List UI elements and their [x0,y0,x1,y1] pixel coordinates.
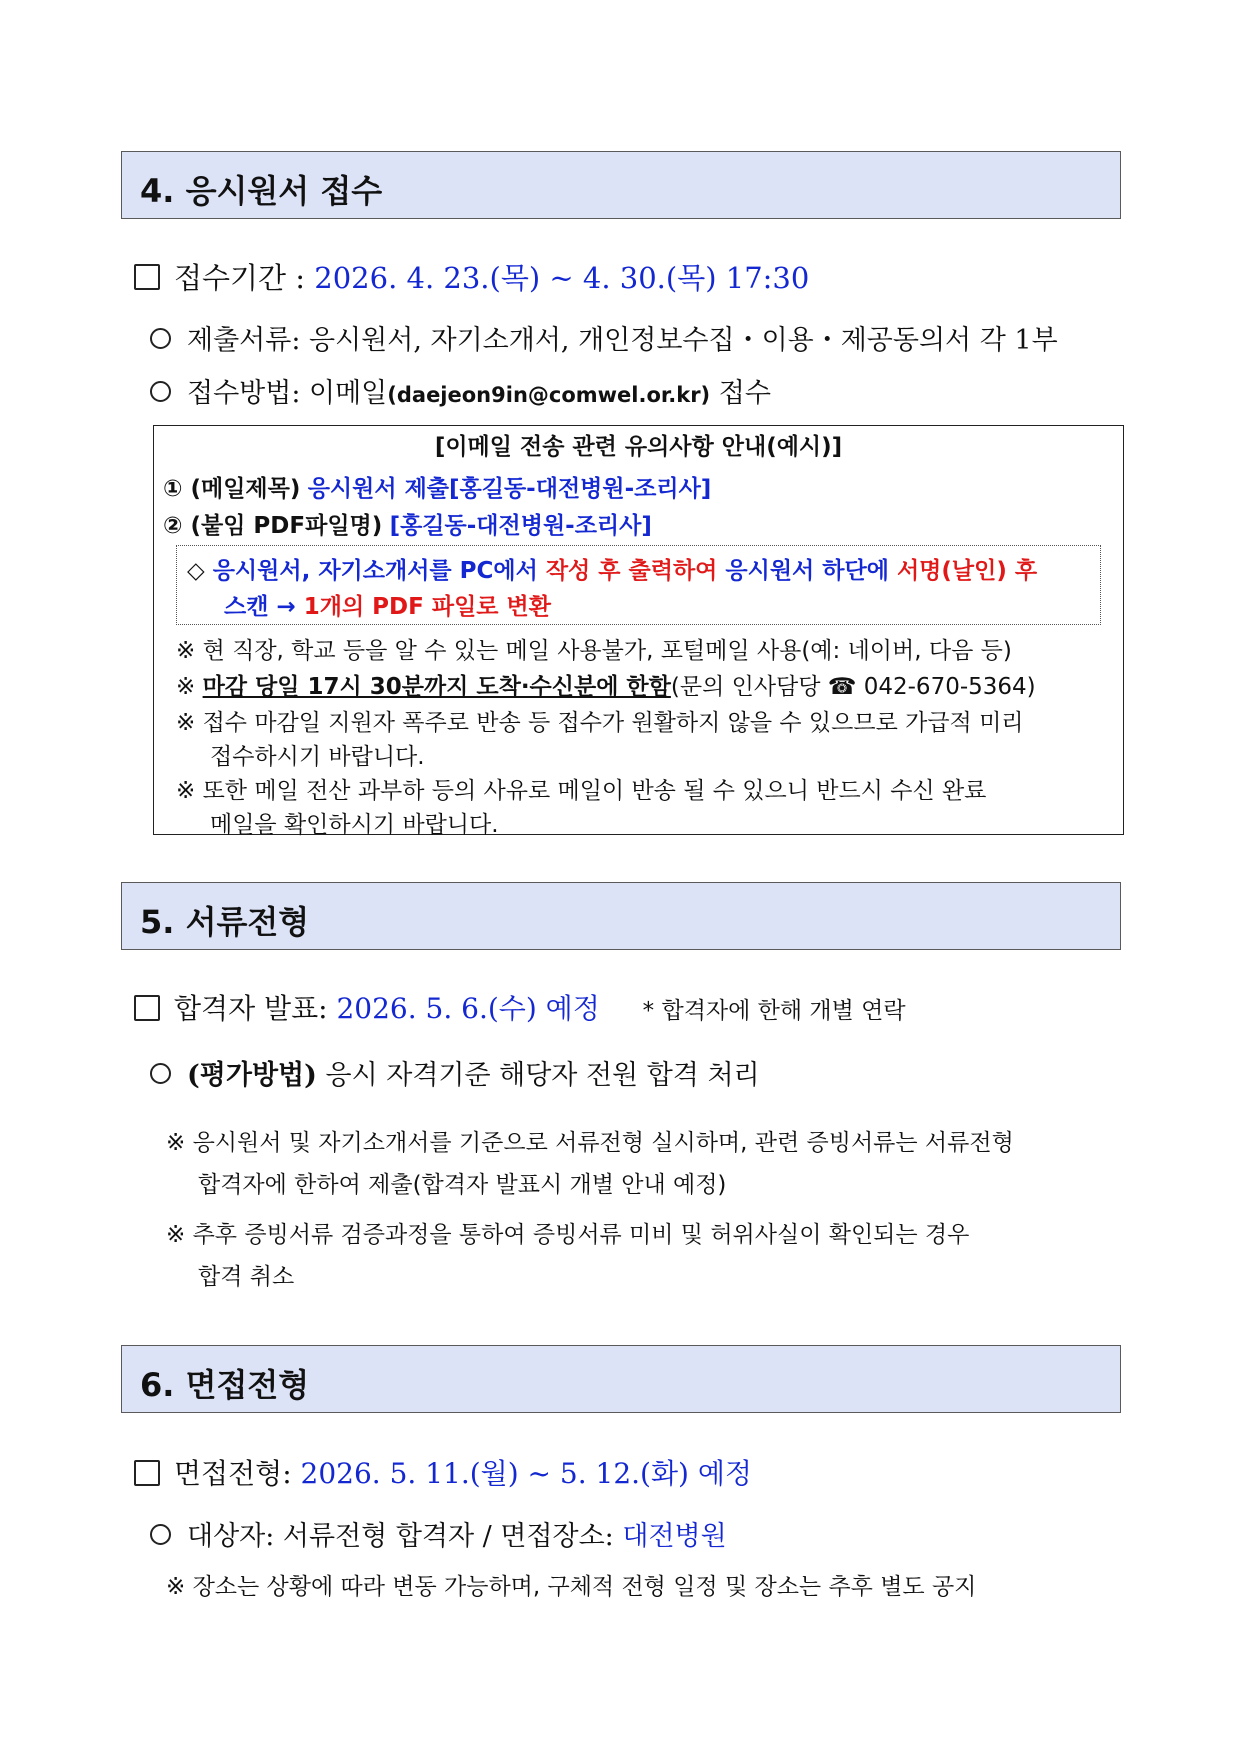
announce-label: 합격자 발표: [174,992,328,1025]
circle-bullet-icon [150,1063,171,1084]
interview-line [134,1452,752,1492]
sec6-note: ※ 장소는 상황에 따라 변동 가능하며, 구체적 전형 일정 및 장소는 추후 별도 공지 [166,1574,977,1600]
section-4-title: 4. 응시원서 접수 [140,172,383,210]
diamond-bullet-icon: ◇ [187,558,205,584]
inner-e: 스캔 → [224,594,296,620]
period-label: 접수기간 : [174,261,306,295]
section-4-header [121,151,1121,219]
inner-f: 1개의 PDF 파일로 변환 [303,594,551,620]
notice-note-2 [176,668,1036,701]
item2-value: [홍길동-대전병원-조리사] [389,513,652,539]
period-line [134,256,809,297]
inner-a: 응시원서, 자기소개서를 PC에서 [212,558,538,584]
interview-label: 면접전형: [174,1457,292,1490]
method-tail: 접수 [718,378,771,409]
sec5-note-1a: ※ 응시원서 및 자기소개서를 기준으로 서류전형 실시하며, 관련 증빙서류는 서류전형 [166,1130,1014,1156]
inner-d: 서명(날인) 후 [896,558,1038,584]
eval-label: (평가방법) [187,1060,317,1091]
circle-bullet-icon [150,328,171,349]
method-label: 접수방법: 이메일 [187,378,388,409]
inner-c: 응시원서 하단에 [725,558,889,584]
method-email: (daejeon9in@comwel.or.kr) [387,383,711,407]
notice-item-2 [163,507,652,540]
notice-note-4a: ※ 또한 메일 전산 과부하 등의 사유로 메일이 반송 될 수 있으니 반드시 수신 완료 [176,778,987,804]
eval-line [150,1053,760,1092]
target-label: 대상자: 서류전형 합격자 / 면접장소: [187,1521,614,1552]
eval-value: 응시 자격기준 해당자 전원 합격 처리 [325,1060,760,1091]
square-bullet-icon [134,264,160,290]
note2-tail: (문의 인사담당 ☎ 042-670-5364) [670,674,1036,700]
section-5-title: 5. 서류전형 [140,903,310,941]
method-line [150,371,771,410]
circle-bullet-icon [150,381,171,402]
notice-note-3a: ※ 접수 마감일 지원자 폭주로 반송 등 접수가 원활하지 않을 수 있으므로 가급적 미리 [176,710,1024,736]
announce-line [134,987,906,1027]
announce-value: 2026. 5. 6.(수) 예정 [336,992,600,1025]
sec5-note-1b: 합격자에 한하여 제출(합격자 발표시 개별 안내 예정) [198,1172,727,1198]
target-line [150,1514,727,1553]
item1-value: 응시원서 제출[홍길동-대전병원-조리사] [307,476,712,502]
inner-line-1 [187,552,1037,585]
section-6-header [121,1345,1121,1413]
docs-line [150,318,1058,357]
inner-line-2 [224,588,551,621]
item1-prefix: ① (메일제목) [163,476,301,502]
notice-item-1 [163,470,711,503]
note2-prefix: ※ [176,674,196,700]
square-bullet-icon [134,995,160,1021]
target-value: 대전병원 [622,1521,727,1552]
notice-note-4b: 메일을 확인하시기 바랍니다. [210,812,499,838]
circle-bullet-icon [150,1524,171,1545]
announce-note: * 합격자에 한해 개별 연락 [642,998,906,1024]
item2-prefix: ② (붙임 PDF파일명) [163,513,383,539]
sec5-note-2b: 합격 취소 [198,1264,295,1290]
interview-value: 2026. 5. 11.(월) ~ 5. 12.(화) 예정 [300,1457,752,1490]
notice-note-1: ※ 현 직장, 학교 등을 알 수 있는 메일 사용불가, 포털메일 사용(예: 네이버, 다음 등) [176,638,1012,664]
period-value: 2026. 4. 23.(목) ~ 4. 30.(목) 17:30 [314,261,810,295]
section-6-title: 6. 면접전형 [140,1366,310,1404]
square-bullet-icon [134,1460,160,1486]
note2-bold: 마감 당일 17시 30분까지 도착·수신분에 한함 [202,674,671,700]
inner-b: 작성 후 출력하여 [545,558,718,584]
section-5-header [121,882,1121,950]
notice-title: [이메일 전송 관련 유의사항 안내(예시)] [434,434,843,460]
notice-note-3b: 접수하시기 바랍니다. [210,744,425,770]
docs-text: 제출서류: 응시원서, 자기소개서, 개인정보수집・이용・제공동의서 각 1부 [187,325,1058,356]
sec5-note-2a: ※ 추후 증빙서류 검증과정을 통하여 증빙서류 미비 및 허위사실이 확인되는 경우 [166,1222,970,1248]
